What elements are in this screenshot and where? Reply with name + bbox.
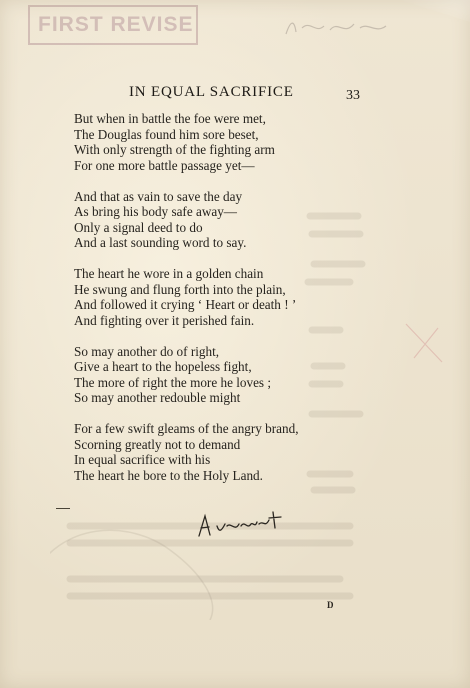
- stanza: [74, 189, 374, 251]
- poem-line: The more of right the more he loves ;: [74, 374, 272, 390]
- poem-line: For one more battle passage yet—: [74, 157, 255, 173]
- poem-line: He swung and flung forth into the plain,: [74, 281, 286, 297]
- first-revise-stamp: FIRST REVISE: [28, 5, 198, 45]
- printer-signature: D: [327, 600, 334, 610]
- stanza: [74, 266, 374, 328]
- poem-line: Give a heart to the hopeless fight,: [74, 359, 252, 375]
- poem-line: The heart he wore in a golden chain: [74, 266, 264, 282]
- poem-line: So may another redouble might: [74, 390, 241, 406]
- handwritten-annotation: [195, 508, 287, 540]
- poem-line: And a last sounding word to say.: [74, 235, 247, 251]
- poem-line: But when in battle the foe were met,: [74, 111, 266, 126]
- margin-dash: [56, 508, 70, 509]
- poem-body: [74, 111, 374, 499]
- poem-line: Scorning greatly not to demand: [74, 436, 241, 452]
- poem-line: And followed it crying ‘ Heart or death ! ’: [74, 297, 297, 313]
- poem-line: For a few swift gleams of the angry brand,: [74, 421, 299, 437]
- poem-line: And that as vain to save the day: [74, 188, 243, 204]
- poem-line: So may another do of right,: [74, 343, 220, 359]
- poem-line: Only a signal deed to do: [74, 219, 203, 235]
- page-title: IN EQUAL SACRIFICE: [129, 84, 294, 100]
- poem-line: And fighting over it perished fain.: [74, 312, 255, 328]
- poem-line: With only strength of the fighting arm: [74, 142, 275, 158]
- page-number: 33: [346, 88, 360, 103]
- stanza: [74, 111, 374, 173]
- poem-line: As bring his body safe away—: [74, 204, 237, 220]
- poem-line: The heart he bore to the Holy Land.: [74, 468, 263, 484]
- stanza: [74, 344, 374, 406]
- pencil-scribble: [282, 12, 392, 40]
- stanza: [74, 421, 374, 483]
- folded-corner: [400, 0, 470, 22]
- red-pencil-mark: [402, 318, 448, 368]
- poem-line: The Douglas found him sore beset,: [74, 126, 259, 142]
- poem-line: In equal sacrifice with his: [74, 452, 211, 468]
